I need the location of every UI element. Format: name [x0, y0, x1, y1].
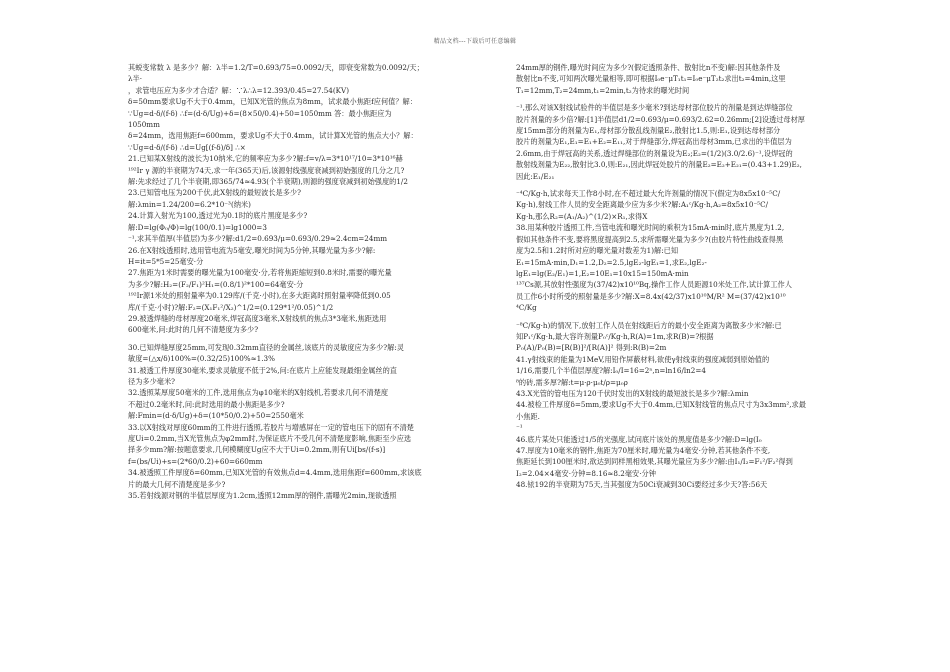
text-line: 47.厚度为10毫米的钢件,焦距为70厘米时,曝光量为4毫安·分钟,若其他条件不变,	[516, 446, 771, 455]
text-line: 员工作6小时所受的照射量是多少?解:X=8.4x(42/37)x10¹⁰M/R² M=(37/42)x10¹⁰	[516, 291, 786, 301]
text-line: 26.在X射线透照时,选用管电流为5毫安,曝光时间为5分钟,其曝光量为多少?解:	[128, 245, 376, 255]
text-line: 31.被透工件厚度30毫米,要求灵敏度不低于2%,问:在底片上应能发现最细金属丝的直	[128, 365, 397, 375]
text-line: 因此:E₁/E₂₁	[516, 171, 555, 181]
right-column	[516, 62, 818, 491]
text-line: 33.以X射线对厚度60mm的工件进行透照,若胶片与增感屏在一定的管电压下的固有不清楚	[128, 422, 414, 432]
text-line: I₂=2.04×4毫安·分钟=8.16≈8.2毫安·分钟	[516, 468, 656, 478]
text-line: ⁻⁴C/Kg·h,试求每天工作8小时,在不超过最大允许剂量的情况下(假定为8x5x10⁻⁵C/	[516, 189, 781, 199]
text-line: 胶片的剂量为E₁,E₁=E₁+E₂=E₁₁,对于焊缝部分,焊冠高出母材3mm,已求出的半值层为	[516, 137, 792, 147]
text-line: f=(bs/Ui)+s=(2*60/0.2)+60=660mm	[128, 456, 263, 466]
text-line: 32.透照某厚度50毫米的工件,选用焦点为φ10毫米的X射线机,若要求几何不清楚度	[128, 388, 389, 398]
text-line: 41.γ射线束的能量为1MeV,用铅作屏蔽材料,欲使γ射线束的强度减弱到原始值的	[516, 354, 770, 364]
text-line: 解:D=lg(Φ₀/Φ)=lg(100/0.1)=lg1000=3	[128, 222, 267, 232]
text-line: P₀(A)/P₀(B)=[R(B)]²/[R(A)]² 得到:R(B)=2m	[516, 343, 667, 353]
text-line: 胶片剂量的多少倍?解:[1]半值层d1/2=0.693/μ=0.693/2.62=0.26mm;[2]设透过母材厚	[516, 114, 805, 124]
text-line: 度Ui=0.2mm,当X光管焦点为φ2mm时,为保证底片不受几何不清楚度影响,焦距至少应选	[128, 434, 412, 443]
text-line: Kg·h),射线工作人员的安全距离最少应为多少米?解:A₁ᶜ/Kg·h,A₂=8x5x10⁻⁵C/	[516, 200, 769, 210]
text-line: E₁=15mA·min,D₁=1.2,D₂=2.5,lgE₂-lgE₁=1,求E₂,lgE₂-	[516, 257, 707, 267]
text-line: ，求管电压应为多少才合适？解：∵λ∴λ=12.393/0.45=27.54(KV)	[128, 85, 350, 95]
text-line: 35.若射线源对钢的半值层厚度为1.2cm,透照12mm厚的钢件,需曝光2min,现欲透照	[128, 491, 397, 501]
text-line: 24mm厚的钢件,曝光时间应为多少?(假定透照条件、散射比n不变)解:因其他条件及	[516, 63, 781, 72]
text-line: 度15mm部分的剂量为E₁,母材部分散乱线剂量E₂,散射比1.5,则:E₁,设到达母材部分	[516, 126, 781, 136]
text-line: 21.已知某X射线的波长为10纳米,它的频率应为多少?解:f=v/λ=3*10¹⁷/10=3*10¹⁶赫	[128, 154, 403, 164]
text-line: 48.铱192的半衰期为75天,当其强度为50Ci衰减到30Ci要经过多少天?答:56天	[516, 480, 768, 490]
text-line: ⁸的砖,需多厚?解:t=μ·ρ·μ₀t/ρ=μ₀ρ	[516, 377, 628, 387]
text-line: 46.底片某处只能透过1/5的光强度,试问底片该处的黑度值是多少?解:D=lg(I₀	[516, 434, 762, 444]
text-line: ¹³⁷Cs源,其放射性强度为(37/42)x10¹⁰Bq,操作工作人员距源10米处工作,试计算工作人	[516, 280, 792, 290]
text-line: 其蜕变常数 λ 是多少？解：λ半=1.2/T=0.693/75=0.0092/天，即衰变常数为0.0092/天；λ半·	[128, 63, 424, 84]
text-line: ∵Ug=d·δ/(f-δ) ∴f=(d·δ/Ug)+δ=(8×50/0.4)+50=1050mm 答：最小焦距应为	[128, 108, 392, 118]
text-line: 1050mm	[128, 120, 160, 130]
text-line: 24.计算入射光为100,透过光为0.1时的底片黑度是多少?	[128, 211, 308, 221]
text-line: 30.已知焊缝厚度25mm,可发现0.32mm直径的金属丝,该底片的灵敏度应为多少?解:灵	[128, 342, 404, 352]
text-line: 27.焦距为1米时需要的曝光量为100毫安·分,若将焦距缩短到0.8米时,需要的曝光量	[128, 268, 392, 278]
text-line: 600毫米,问:此时的几何不清楚度为多少?	[128, 325, 259, 335]
text-line: ¹⁹²Ir γ 源的半衰期为74天,求一年(365天)后,该源射线强度衰减到初始强度的几分之几?	[128, 165, 405, 175]
text-line: 38.用某种胶片透照工件,当管电流和曝光时间的乘积为15mA·min时,底片黑度为1.2,	[516, 223, 785, 233]
text-line: 库/(千克·小时)?解:F₂=(X₁F₁²/X₂)^1/2=(0.129*1²/0.05)^1/2	[128, 302, 334, 312]
text-line: 2.6mm,由于焊冠高的关系,透过焊缝部位的剂量设为E₂;E₂=(1/2)(3.0/2.6)⁻¹,设焊冠的	[516, 148, 793, 158]
text-line: T₁=12mm,T₂=24mm,t₁=2min,t₂为待求的曝光时间	[516, 85, 690, 95]
text-line: 34.被透照工件厚度δ=60mm,已知X光管的有效焦点d=4.4mm,选用焦距f=600mm,求该底	[128, 468, 422, 478]
text-line: 43.X光管的管电压为120千伏时发出的X射线的最短波长是多少?解:λmin	[516, 388, 749, 398]
text-line: Kg·h,那么R₂=(A₁/A₂)^(1/2)×R₁,求得X	[516, 211, 648, 221]
text-line: 解:λmin=1.24/200=6.2*10⁻³(纳米)	[128, 199, 251, 209]
left-column	[128, 62, 426, 501]
text-line: 片的最大几何不清楚度是多少?	[128, 479, 226, 489]
text-line: 解:先求经过了几个半衰期,即365/74≈4.93(个半衰期),则源的强度衰减到初始强度的1/2	[128, 177, 408, 187]
text-line: ⁻¹,求其半值厚(半值层)为多少?解:d1/2=0.693/μ=0.693/0.29≈2.4cm=24mm	[128, 234, 388, 244]
text-line: ⁻¹,那么对该X射线试验件的半值层是多少毫米?到达母材部位胶片的剂量是到达焊缝部位	[516, 103, 793, 113]
text-line: 1/16,需要几个半值层厚度?解:I₀/I=16=2ⁿ,n=ln16/ln2=4	[516, 366, 706, 376]
text-line: 散射线剂量为E₂₂,散射比3.0,则:E₂₁,因此焊冠处胶片的剂量E₂=E₂+E₂₁=(0.43+1.29)E₂,	[516, 160, 802, 170]
page-header: 精品文档---下载后可任意编辑	[433, 38, 517, 45]
text-line: ¹⁹²Ir源1米处的照射量率为0.129库/(千克·小时),在多大距离时照射量率降低到0.05	[128, 291, 391, 301]
text-line: 焦距延长到100厘米时,欲达到同样黑相效果,其曝光量应为多少?解:由I₁/I₂=F₁²/F₂²得到	[516, 457, 793, 467]
text-line: 29.被透焊缝的母材厚度20毫米,焊冠高度3毫米,X射线机的焦点3*3毫米,焦距选用	[128, 313, 387, 323]
text-line: 小焦距.	[516, 411, 540, 421]
text-line: 度为2.5和1.2时所对应的曝光量对数差为1)解:已知	[516, 246, 679, 256]
text-line: H=it=5*5=25毫安·分	[128, 256, 204, 266]
text-line: 23.已知管电压为200千伏,此X射线的最短波长是多少?	[128, 188, 301, 198]
text-line: 为多少?解:H₂=(F₂/F₁)²H₁=(0.8/1)²*100=64毫安·分	[128, 279, 304, 289]
text-line: ⁻¹	[516, 423, 523, 433]
text-line: ∵Ug=d·δ/(f-δ) ∴d=Ug[(f-δ)/δ] ∴×	[128, 142, 246, 152]
text-line: 径为多少毫米?	[128, 376, 175, 386]
text-line: 解:Fmin=(d·δ/Ug)+δ=(10*50/0.2)+50=2550毫米	[128, 411, 304, 421]
text-line: δ=24mm，选用焦距f=600mm，要求Ug不大于0.4mm，试计算X光管的焦点大小？解：	[128, 131, 418, 141]
text-line: 择多少mm?解:按题意要求,几何模糊度Ug应不大于Ui=0.2mm,则有Ui[bs/(f-s)]	[128, 445, 386, 455]
text-line: ⁴C/Kg	[516, 303, 537, 313]
text-line: 知P₁ᶜ/Kg·h,最大容许剂量P₀ᶜ/Kg·h,R(A)=1m,求R(B)=?根据	[516, 331, 714, 341]
text-line: 44.被检工件厚度δ=5mm,要求Ug不大于0.4mm,已知X射线管的焦点尺寸为3x3mm²,求最	[516, 400, 806, 410]
text-line: 散射比n不变,可知两次曝光量相等,即可根据I₀e⁻μT₁t₁=I₀e⁻μT₂t₂求出t₂=4min,这里	[516, 74, 786, 84]
text-line: ⁻⁸C/Kg·h)的情况下,放射工作人员在射线距后方的最小安全距离为离散多少米?解:已	[516, 320, 782, 330]
text-line: lgE₁=lg(E₂/E₁)=1,E₂=10E₁=10x15=150mA·min	[516, 268, 689, 278]
text-line: δ=50mm要求Ug不大于0.4mm，已知X光管的焦点为8mm，试求最小焦距f应何值？解：	[128, 97, 417, 107]
text-line: 不超过0.2毫米时,问:此时选用的最小焦距是多少?	[128, 399, 285, 409]
text-line: 假如其他条件不变,要将黑度提高到2.5,求所需曝光量为多少?(由胶片特性曲线查得黑	[516, 234, 784, 244]
text-line: 敏度=(△x/δ)100%=(0.32/25)100%≈1.3%	[128, 354, 275, 364]
